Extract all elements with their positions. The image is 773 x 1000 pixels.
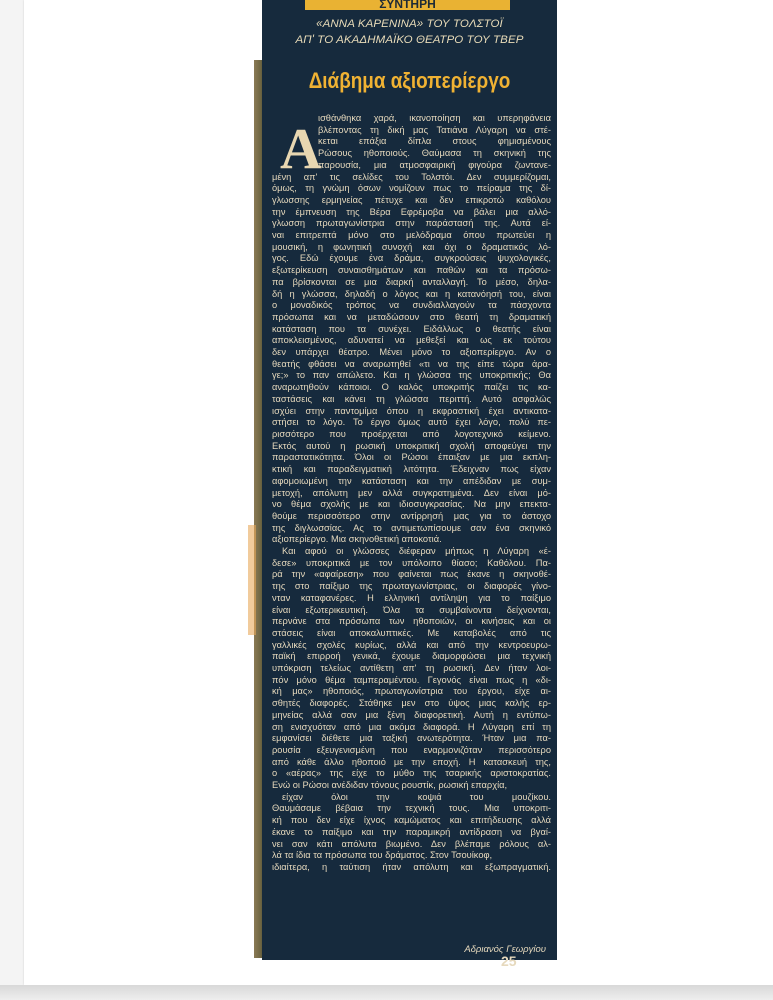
- article-line: όμως, τη γνώμη όσων νομίζουν πως το πείραμα της δί-: [272, 183, 551, 194]
- article-body: [272, 113, 551, 874]
- article-line: Και αφού οι γλώσσες διέφεραν μήπως η Λύγαρη «έ-: [282, 546, 551, 557]
- article-line: την έμπνευση της Βέρα Εφρέμοβα να βάλει μια αλλό-: [272, 206, 551, 217]
- article-line: ταστάσεις και κάνει τη γλώσσα περιττή. Αυτό ασφαλώς: [272, 393, 551, 404]
- section-tab: ΣΥΝΤΗΡΗ: [305, 0, 510, 10]
- article-line: Ενώ οι Ρώσοι ανέδιδαν τόνους ρουστίκ, ρωσική επαρχία,: [272, 780, 508, 791]
- article-line: ο «αέρας» της είχε το μύθο της τσαρικής αριστοκρατίας.: [272, 768, 551, 779]
- article-line: αποκλεισμένος, αδυνατεί να μεθεξεί και ως εκ τούτου: [272, 335, 551, 346]
- article-line: νει σαν κάτι απόλυτα βιωμένο. Δεν βλέπαμε ρόλους αλ-: [272, 838, 551, 849]
- article-line: εμφανίσει διέθετε μια ταξική ανωτερότητα. Ήταν μια πα-: [272, 733, 551, 744]
- article-line: ισθάνθηκα χαρά, ικανοποίηση και υπερηφάνεια: [318, 113, 551, 123]
- article-line: ναι επιτρεπτά μόνο στο μελόδραμα όπου πρωτεύει η: [272, 230, 551, 241]
- article-line: γαλλικές σχολές κυρίως, αλλά και από την κεντροευρω-: [272, 639, 551, 650]
- article-line: σθητές διαφορές. Στάθηκε μεν στο ύψος μιας καλής ερ-: [272, 698, 551, 709]
- scan-color-artifact: [248, 525, 256, 635]
- article-line: ο μοναδικός τρόπος να συνδιαλλαγούν τα πάσχοντα: [272, 300, 551, 311]
- newspaper-clipping: [262, 0, 557, 969]
- article-line: θούμε περισσότερο στην αντίρρησή μας για το άστοχο: [272, 510, 551, 521]
- article-line: νταν καταφανέρες. Η ελληνική αντίληψη για το παίξιμο: [272, 592, 551, 603]
- article-line: ρισσότερο που προέρχεται από λογοτεχνικό κείμενο.: [272, 428, 551, 439]
- article-line: υπόκριση τελείως αντίθετη απ' τη ρωσική. Δεν ήταν λοι-: [272, 663, 551, 674]
- article-line: στήσει το λόγο. Το έργο όμως αυτό έχει λόγο, πολύ πε-: [272, 417, 551, 428]
- article-line: κεται επάξια δίπλα στους φημισμένους: [318, 136, 551, 147]
- article-line: στάσεις είναι αποκαλυπτικές. Με καταβολές από τις: [272, 627, 551, 638]
- author-signature: Αδριανός Γεωργίου: [464, 944, 546, 955]
- subhead-line-2: ΑΠ' ΤΟ ΑΚΑΔΗΜΑΪΚΟ ΘΕΑΤΡΟ ΤΟΥ ΤΒΕΡ: [295, 34, 524, 46]
- article-line: εξωτερίκευση συναισθημάτων και παθών και τα πρόσω-: [272, 265, 551, 276]
- article-line: κή που δεν είχε ίχνος καμώματος και επιτήδευσης αλλά: [272, 815, 551, 826]
- article-line: παραστατικότητα. Όλοι οι Ρώσοι έπαιξαν με μια εκπλη-: [272, 452, 551, 463]
- article-line: πόν μόνο θέμα ταμπεραμέντου. Γεγονός είναι πως η «δι-: [272, 674, 551, 685]
- article-line: της στο παίξιμο της πρωταγωνίστριας, οι διαφορές γίνο-: [272, 581, 551, 592]
- article-line: γε;» το παν απώλετο. Και η γλώσσα της υποκριτικής; Θα: [272, 370, 551, 381]
- article-line: γλωσση πρωταγωνίστρια στην παράστασή της. Αυτά εί-: [272, 218, 551, 229]
- article-line: πα βρίσκονται σε μια διαρκή ανταλλαγή. Το μέσο, δηλα-: [272, 276, 551, 287]
- article-line: νο θέμα σχολής με και ιδιοσυγκρασίας. Να μην επεκτα-: [272, 499, 551, 510]
- scanner-bottom-edge: [0, 985, 773, 1000]
- subhead-line-1: «ΑΝΝΑ ΚΑΡΕΝΙΝΑ» ΤΟΥ ΤΟΛΣΤΟΪ: [316, 18, 503, 30]
- article-line: ισχύει στην παντομίμα όπου η εκφραστική έχει αντικατα-: [272, 405, 551, 416]
- article-line: αφομοιωμένη την κατάσταση και την απέδιδαν με συμ-: [272, 475, 551, 486]
- drop-cap: Α: [280, 116, 322, 181]
- article-line: γλωσσης ερμηνείας πέτυχε και δεν επικροτώ καθόλου: [272, 194, 551, 205]
- article-line: λά τα ίδια τα πρόσωπα του δράματος. Στον Τσουίκοφ,: [272, 850, 493, 861]
- article-line: Ρώσους ηθοποιούς. Θαύμασα τη σκηνική της: [318, 148, 551, 159]
- article-line: ιδιαίτερα, η ταύτιση ήταν απόλυτη και εξωπραγματική.: [272, 862, 551, 872]
- article-line: γος. Εδώ έχουμε ένα δράμα, συγκρούσεις ψυχολογικές,: [272, 253, 551, 264]
- article-line: έκανε το παίξιμο και την παραμικρή αντίδραση να βγαί-: [272, 826, 551, 837]
- article-line: ση ενισχυόταν από μια ακόμα διαφορά. Η Λύγαρη επί τη: [272, 721, 551, 732]
- article-line: μένη απ' τις σελίδες του Τολστόι. Δεν συμμερίζομαι,: [272, 171, 551, 182]
- article-line: από κάθε άλλο ηθοποιό με την εποχή. Η κατασκευή της,: [272, 756, 551, 767]
- article-line: δή η γλώσσα, δηλαδή ο λόγος και η κατανόησή του, είναι: [272, 288, 551, 299]
- article-line: της διγλωσσίας. Ας το αντιμετωπίσουμε σαν ένα σκηνικό: [272, 522, 551, 533]
- article-line: ρά την «αφαίρεση» που φαίνεται πως έκανε η σκηνοθέ-: [272, 569, 551, 580]
- page-number: 25: [501, 953, 517, 969]
- article-line: παϊκή επιρροή γενικά, έχουμε διαμορφώσει μια τεχνική: [272, 651, 551, 662]
- article-line: μηνείας αλλά σαν μια ξένη διαφορετική. Αυτή η εντύπω-: [272, 709, 551, 720]
- article-line: ρουσία εξευγενισμένη που εναρμονιζόταν περισσότερο: [272, 744, 551, 755]
- article-line: δεσε» υποκριτικά με τον υπόλοιπο θίασο; Καθόλου. Πα-: [272, 557, 551, 568]
- article-line: πρόσωπα και να μεταδώσουν στο θεατή τη δραματική: [272, 311, 551, 322]
- article-line: Θαυμάσαμε βέβαια την τεχνική τους. Μια υποκριτι-: [272, 803, 551, 814]
- article-line: μετοχή, απόλυτη μεν αλλά συγκρατημένα. Δεν είναι μό-: [272, 487, 551, 498]
- article-line: μουσική, η φωνητική συνοχή και όχι ο δραματικός λό-: [272, 241, 551, 252]
- article-line: κτική και παραδειγματική λιτότητα. Έδειχναν πως είχαν: [272, 464, 551, 475]
- article-line: κή μας» ηθοποιός, πρωταγωνίστρια του έργου, είχε αι-: [272, 686, 551, 697]
- article-line: θεατής φθάσει να αναρωτηθεί «τι να της είπε τώρα άρα-: [272, 358, 551, 369]
- article-line: κατάσταση που τα συνέχει. Ειδάλλως ο θεατής είναι: [272, 323, 551, 334]
- article-line: Εκτός αυτού η ρωσική υποκριτική σχολή αποφεύγει την: [272, 440, 551, 451]
- article-line: είναι εξωτερικευτική. Όλα τα συμβαίνοντα δείχνονται,: [272, 604, 551, 615]
- article-line: είχαν όλοι την κοψιά του μουζίκου.: [282, 791, 551, 802]
- article-line: παρουσία, μια ατμοσφαιρική φιγούρα ζωντανε-: [318, 159, 551, 170]
- article-line: δεν υπάρχει θέατρο. Μένει μόνο το αξιοπερίεργο. Αν ο: [272, 347, 551, 358]
- article-line: αξιοπερίεργο. Μια σκηνοθετική αποκοτιά.: [272, 534, 442, 545]
- article-line: βλέποντας τη δική μας Τατιάνα Λύγαρη να στέ-: [318, 124, 551, 135]
- article-line: περνάνε στα πρόσωπα των ηθοποιών, οι κινήσεις και οι: [272, 616, 551, 627]
- article-headline: Διάβημα αξιοπερίεργο: [308, 68, 511, 93]
- article-line: αναρωτηθούν κάποιοι. Ο καλός υποκριτής παίζει τις κα-: [272, 382, 551, 393]
